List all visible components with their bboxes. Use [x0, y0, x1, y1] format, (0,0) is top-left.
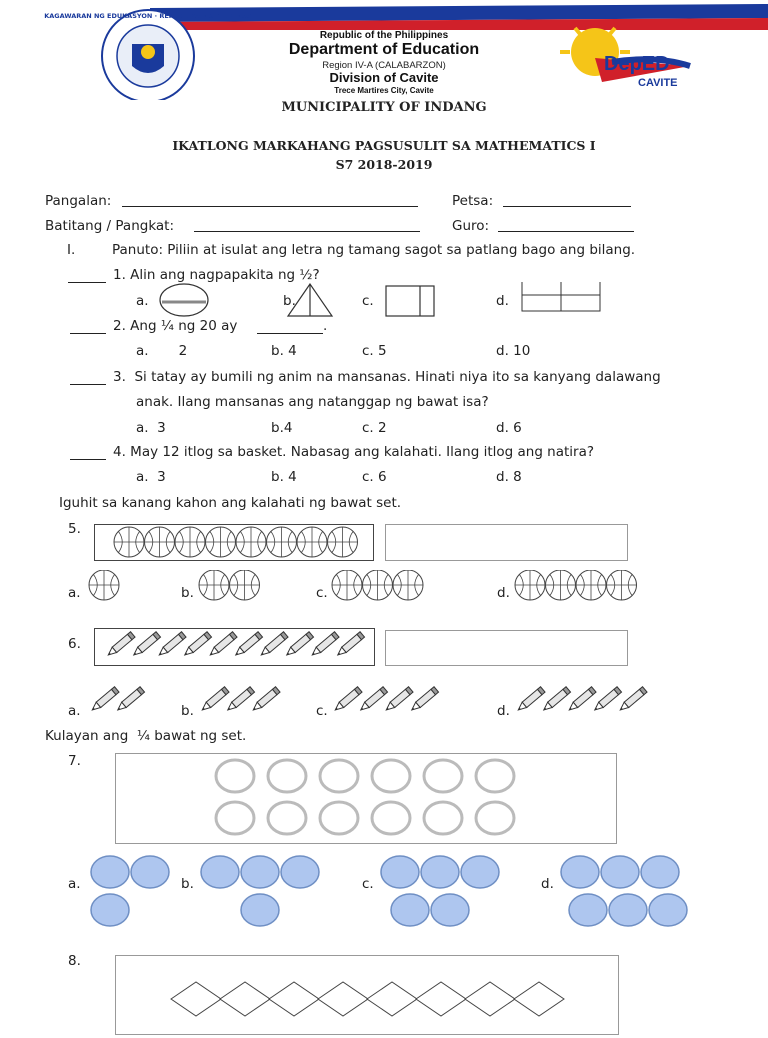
diamond-shape: [220, 982, 270, 1016]
basketball-icon: [297, 527, 327, 557]
q6-choice-b-pencils: [198, 684, 283, 718]
circle-shape: [561, 856, 599, 888]
diamond-shape: [416, 982, 466, 1016]
pencil-icon: [157, 632, 186, 658]
q1-option-b: b.: [283, 293, 296, 309]
basketball-icon: [145, 527, 175, 557]
date-label: Petsa:: [452, 193, 494, 209]
circle-shape: [91, 856, 129, 888]
pencil-icon: [384, 687, 413, 713]
q2-text: 2. Ang ¼ ng 20 ay: [113, 318, 238, 334]
basketball-icon: [230, 570, 260, 600]
division-text: Division of Cavite: [329, 70, 439, 85]
basketball-icon: [206, 527, 236, 557]
color-instruction: Kulayan ang ¼ bawat ng set.: [45, 728, 247, 744]
q2-period: .: [323, 318, 328, 334]
grade-field[interactable]: [194, 231, 420, 232]
q3-line-1: 3. Si tatay ay bumili ng anim na mansanas. Hinati niya ito sa kanyang dalawang: [113, 369, 661, 385]
municipality-heading: MUNICIPALITY OF INDANG: [281, 100, 487, 115]
q8-set-box: [115, 955, 619, 1035]
q7-option-b: b.: [181, 876, 194, 892]
q5-ball-set: [95, 525, 372, 559]
section-instruction: Panuto: Piliin at isulat ang letra ng tamang sagot sa patlang bago ang bilang.: [112, 242, 636, 258]
pencil-icon: [310, 632, 339, 658]
q5-answer-box[interactable]: [385, 524, 628, 561]
circle-shape: [649, 894, 687, 926]
circle-shape: [268, 760, 306, 792]
circle-shape: [391, 894, 429, 926]
circle-shape: [609, 894, 647, 926]
basketball-icon: [515, 570, 545, 600]
region-text: Region IV-A (CALABARZON): [322, 60, 446, 71]
q7-choice-c-circles: [378, 852, 508, 932]
q4-text: 4. May 12 itlog sa basket. Nabasag ang kalahati. Ilang itlog ang natira?: [113, 444, 595, 460]
pencil-icon: [116, 687, 145, 713]
teacher-field[interactable]: [498, 231, 634, 232]
circle-shape: [431, 894, 469, 926]
pencil-icon: [234, 632, 263, 658]
q1-option-d: d.: [496, 293, 509, 309]
q2-fill-blank[interactable]: [257, 333, 323, 334]
q7-choice-d-circles: [558, 852, 693, 932]
pencil-icon: [259, 632, 288, 658]
basketball-icon: [175, 527, 205, 557]
basketball-icon: [267, 527, 297, 557]
answer-blank-2[interactable]: [70, 333, 106, 334]
q6-option-d: d.: [497, 703, 510, 719]
basketball-icon: [332, 570, 362, 600]
basketball-icon: [546, 570, 576, 600]
pencil-icon: [567, 687, 596, 713]
q6-number: 6.: [68, 636, 81, 652]
q3-option-d: d. 6: [496, 420, 522, 436]
circle-shape: [641, 856, 679, 888]
q1-figures: [150, 282, 620, 322]
divided-triangle-icon: [288, 284, 332, 316]
pencil-icon: [183, 632, 212, 658]
q5-number: 5.: [68, 521, 81, 537]
circle-shape: [421, 856, 459, 888]
q6-option-c: c.: [316, 703, 328, 719]
pencil-icon: [208, 632, 237, 658]
q7-option-c: c.: [362, 876, 374, 892]
diamond-shape: [367, 982, 417, 1016]
svg-text:CAVITE: CAVITE: [638, 77, 678, 89]
q2-option-b: b. 4: [271, 343, 297, 359]
divided-square-icon: [386, 286, 434, 316]
pencil-icon: [226, 687, 255, 713]
circle-shape: [476, 760, 514, 792]
circle-shape: [216, 760, 254, 792]
q5-option-a: a.: [68, 585, 81, 601]
basketball-icon: [393, 570, 423, 600]
q7-option-a: a.: [68, 876, 81, 892]
grade-label: Batitang / Pangkat:: [45, 218, 175, 234]
q2-option-a: a. 2: [136, 343, 188, 359]
pencil-icon: [251, 687, 280, 713]
pencil-icon: [90, 687, 119, 713]
pencil-icon: [593, 687, 622, 713]
q1-option-a: a.: [136, 293, 149, 309]
q5-choice-d-balls: [514, 570, 644, 602]
circle-shape: [201, 856, 239, 888]
pencil-icon: [542, 687, 571, 713]
q6-option-a: a.: [68, 703, 81, 719]
diamond-shape: [318, 982, 368, 1016]
q3-option-a: a. 3: [136, 420, 166, 436]
circle-shape: [320, 760, 358, 792]
basketball-icon: [236, 527, 266, 557]
basketball-icon: [363, 570, 393, 600]
q5-choice-c-balls: [331, 570, 431, 602]
circle-shape: [381, 856, 419, 888]
q7-number: 7.: [68, 753, 81, 769]
pencil-icon: [516, 687, 545, 713]
draw-instruction: Iguhit sa kanang kahon ang kalahati ng bawat set.: [59, 495, 402, 511]
basketball-icon: [199, 570, 229, 600]
q7-choice-a-circles: [88, 852, 178, 932]
q2-option-c: c. 5: [362, 343, 387, 359]
q5-option-b: b.: [181, 585, 194, 601]
q1-option-c: c.: [362, 293, 374, 309]
pencil-icon: [106, 632, 135, 658]
q6-choice-c-pencils: [331, 684, 441, 718]
q4-option-c: c. 6: [362, 469, 387, 485]
divided-rectangle-icon: [522, 282, 600, 311]
q3-option-b: b.4: [271, 420, 293, 436]
q4-option-b: b. 4: [271, 469, 297, 485]
q2-option-d: d. 10: [496, 343, 531, 359]
republic-text: Republic of the Philippines: [319, 30, 449, 41]
basketball-icon: [607, 570, 637, 600]
q6-choice-a-pencils: [88, 684, 148, 718]
date-field[interactable]: [503, 206, 631, 207]
diamond-shape: [269, 982, 319, 1016]
school-year: S7 2018-2019: [335, 157, 433, 172]
q5-set-box: [94, 524, 374, 561]
department-text: Department of Education: [288, 41, 480, 58]
q4-option-d: d. 8: [496, 469, 522, 485]
pencil-icon: [359, 687, 388, 713]
diamond-shape: [514, 982, 564, 1016]
pencil-icon: [336, 632, 365, 658]
pencil-icon: [618, 687, 647, 713]
name-field[interactable]: [122, 206, 418, 207]
circle-shape: [241, 894, 279, 926]
diamond-shape: [171, 982, 221, 1016]
svg-text:KAGAWARAN NG EDUKASYON · REPUB: KAGAWARAN NG EDUKASYON · REPUBLIKA NG PILIPINAS: [44, 12, 252, 20]
q8-diamond-set: [116, 956, 618, 1034]
circle-shape: [91, 894, 129, 926]
teacher-label: Guro:: [452, 218, 490, 234]
circle-shape: [461, 856, 499, 888]
q6-set-box: [94, 628, 375, 666]
q7-set-box: [115, 753, 617, 844]
circle-shape: [372, 802, 410, 834]
q6-pencil-set: [95, 629, 373, 664]
city-text: Trece Martires City, Cavite: [334, 86, 434, 95]
circle-shape: [424, 760, 462, 792]
pencil-icon: [285, 632, 314, 658]
circle-shape: [569, 894, 607, 926]
basketball-icon: [328, 527, 358, 557]
q8-number: 8.: [68, 953, 81, 969]
answer-blank-1[interactable]: [68, 282, 106, 283]
pencil-icon: [132, 632, 161, 658]
circle-shape: [601, 856, 639, 888]
q6-option-b: b.: [181, 703, 194, 719]
name-label: Pangalan:: [45, 193, 112, 209]
q3-option-c: c. 2: [362, 420, 387, 436]
circle-shape: [241, 856, 279, 888]
basketball-icon: [89, 570, 119, 600]
circle-shape: [281, 856, 319, 888]
circle-shape: [216, 802, 254, 834]
q5-option-d: d.: [497, 585, 510, 601]
pencil-icon: [410, 687, 439, 713]
q5-choice-b-balls: [198, 570, 268, 602]
q5-choice-a-balls: [88, 570, 128, 602]
exam-title: IKATLONG MARKAHANG PAGSUSULIT SA MATHEMATICS I: [172, 138, 596, 153]
q7-option-d: d.: [541, 876, 554, 892]
circle-shape: [131, 856, 169, 888]
circle-shape: [268, 802, 306, 834]
q4-option-a: a. 3: [136, 469, 166, 485]
q6-answer-box[interactable]: [385, 630, 628, 666]
circle-shape: [372, 760, 410, 792]
diamond-shape: [465, 982, 515, 1016]
q5-option-c: c.: [316, 585, 328, 601]
q7-choice-b-circles: [198, 852, 328, 932]
answer-blank-4[interactable]: [70, 459, 106, 460]
q1-text: 1. Alin ang nagpapakita ng ½?: [113, 267, 320, 283]
divided-circle-icon: [160, 284, 208, 316]
basketball-icon: [114, 527, 144, 557]
q7-circle-set: [116, 754, 616, 843]
circle-shape: [424, 802, 462, 834]
circle-shape: [320, 802, 358, 834]
circle-shape: [476, 802, 514, 834]
answer-blank-3[interactable]: [70, 384, 106, 385]
pencil-icon: [333, 687, 362, 713]
q3-line-2: anak. Ilang mansanas ang natanggap ng bawat isa?: [136, 394, 489, 410]
svg-text:DepED: DepED: [604, 53, 670, 75]
section-number: I.: [67, 242, 76, 258]
basketball-icon: [576, 570, 606, 600]
q6-choice-d-pencils: [514, 684, 649, 718]
pencil-icon: [200, 687, 229, 713]
